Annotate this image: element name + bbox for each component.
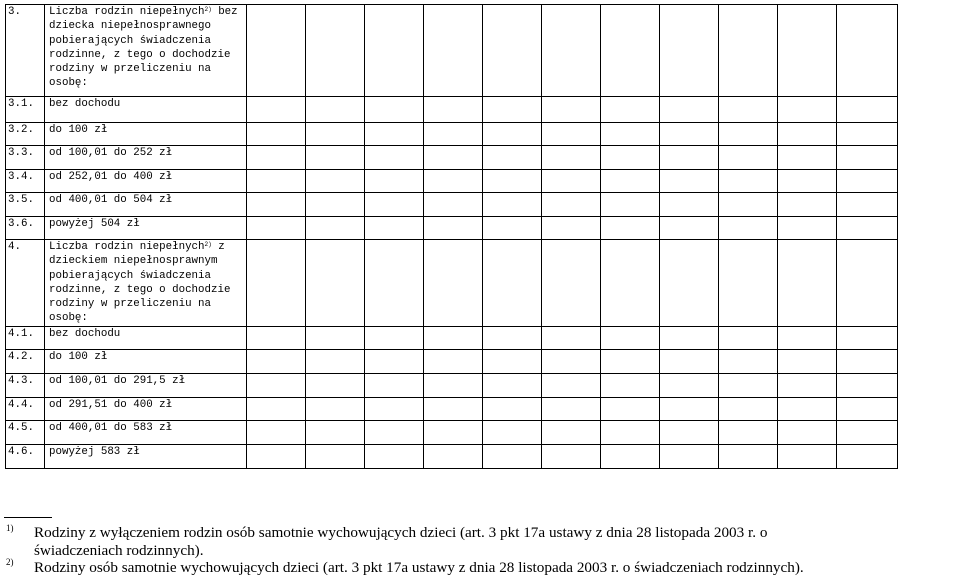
value-cell (660, 146, 719, 170)
row-number: 4.6. (8, 445, 34, 458)
value-cell (306, 326, 365, 349)
footnote-2-marker: 2) (6, 557, 14, 567)
row-label: powyżej 504 zł (49, 218, 140, 230)
row-number: 4. (8, 241, 21, 253)
value-cell (660, 326, 719, 349)
value-cell (483, 123, 542, 146)
value-cell (778, 240, 837, 327)
value-cell (365, 444, 424, 468)
value-cell (424, 170, 483, 193)
row-label-cell (45, 240, 247, 327)
value-cell (719, 240, 778, 327)
value-cell (837, 146, 898, 170)
value-cell (601, 5, 660, 97)
row-number: 3.6. (8, 218, 34, 230)
value-cell (660, 5, 719, 97)
row-label (45, 5, 246, 91)
value-cell (483, 217, 542, 240)
value-cell (542, 349, 601, 373)
row-number: 4.1. (8, 327, 34, 340)
value-cell (306, 193, 365, 217)
value-cell (601, 326, 660, 349)
value-cell (719, 373, 778, 397)
value-cell (837, 349, 898, 373)
value-cell (719, 326, 778, 349)
value-cell (542, 193, 601, 217)
value-cell (306, 5, 365, 97)
row-number: 4.3. (8, 374, 34, 387)
value-cell (365, 97, 424, 123)
value-cell (247, 97, 306, 123)
row-label-cell (45, 5, 247, 97)
row-label-cell (45, 326, 247, 349)
value-cell (837, 217, 898, 240)
value-cell (542, 373, 601, 397)
row-number-cell (6, 420, 45, 444)
row-label-cell (45, 170, 247, 193)
value-cell (660, 240, 719, 327)
value-cell (837, 5, 898, 97)
value-cell (365, 373, 424, 397)
row-label: od 400,01 do 504 zł (49, 194, 173, 206)
value-cell (778, 5, 837, 97)
value-cell (778, 326, 837, 349)
row-label: do 100 zł (49, 350, 108, 363)
value-cell (778, 373, 837, 397)
value-cell (601, 146, 660, 170)
value-cell (601, 123, 660, 146)
value-cell (837, 240, 898, 327)
row-number: 3.4. (8, 171, 34, 183)
footnote-ref: 2) (204, 6, 212, 13)
row-number-cell (6, 146, 45, 170)
value-cell (660, 373, 719, 397)
row-number-cell (6, 373, 45, 397)
value-cell (719, 193, 778, 217)
value-cell (601, 397, 660, 420)
row-label: od 100,01 do 252 zł (49, 147, 173, 159)
row-number: 3.1. (8, 98, 34, 110)
value-cell (837, 444, 898, 468)
value-cell (601, 420, 660, 444)
value-cell (837, 397, 898, 420)
value-cell (542, 97, 601, 123)
value-cell (306, 123, 365, 146)
value-cell (542, 217, 601, 240)
value-cell (719, 217, 778, 240)
row-label-cell (45, 420, 247, 444)
row-number: 4.2. (8, 350, 34, 363)
row-label (45, 240, 246, 326)
value-cell (483, 193, 542, 217)
footnote-1-line-2: świadczeniach rodzinnych). (34, 542, 204, 559)
value-cell (778, 146, 837, 170)
value-cell (306, 240, 365, 327)
row-number: 4.5. (8, 421, 34, 434)
value-cell (483, 170, 542, 193)
value-cell (306, 373, 365, 397)
value-cell (247, 326, 306, 349)
value-cell (306, 349, 365, 373)
value-cell (247, 397, 306, 420)
value-cell (365, 170, 424, 193)
value-cell (424, 5, 483, 97)
table-row (6, 123, 898, 146)
value-cell (778, 97, 837, 123)
table-row (6, 5, 898, 97)
row-number-cell (6, 326, 45, 349)
row-number-cell (6, 349, 45, 373)
footnote-1-line-1: Rodziny z wyłączeniem rodzin osób samotnie wychowujących dzieci (art. 3 pkt 17a ustawy z dnia 28 listopada 2003 r. o (34, 524, 768, 541)
row-number-cell (6, 170, 45, 193)
row-label: od 400,01 do 583 zł (49, 421, 173, 434)
value-cell (778, 217, 837, 240)
value-cell (778, 397, 837, 420)
row-label-continued: bez dziecka niepełnosprawnego pobierających świadczenia rodzinne, z tego o dochodzie rodziny w przeliczeniu na osobę: (49, 6, 238, 90)
value-cell (483, 420, 542, 444)
value-cell (601, 193, 660, 217)
row-number: 3.2. (8, 124, 34, 136)
value-cell (306, 397, 365, 420)
value-cell (542, 420, 601, 444)
value-cell (778, 349, 837, 373)
row-label-text: Liczba rodzin niepełnych (49, 6, 205, 18)
row-label-cell (45, 97, 247, 123)
row-number-cell (6, 97, 45, 123)
table-row (6, 420, 898, 444)
value-cell (424, 193, 483, 217)
value-cell (306, 170, 365, 193)
row-label-continued: z dzieckiem niepełnosprawnym pobierających świadczenia rodzinne, z tego o dochodzie rodziny w przeliczeniu na osobę: (49, 241, 231, 325)
table-row (6, 170, 898, 193)
value-cell (542, 146, 601, 170)
value-cell (247, 170, 306, 193)
value-cell (424, 397, 483, 420)
value-cell (778, 123, 837, 146)
row-number-cell (6, 5, 45, 97)
value-cell (483, 97, 542, 123)
value-cell (365, 397, 424, 420)
value-cell (483, 373, 542, 397)
value-cell (365, 123, 424, 146)
value-cell (424, 444, 483, 468)
value-cell (306, 97, 365, 123)
value-cell (247, 349, 306, 373)
row-number: 3.5. (8, 194, 34, 206)
value-cell (719, 349, 778, 373)
value-cell (306, 217, 365, 240)
value-cell (719, 397, 778, 420)
footnote-separator (4, 517, 52, 518)
row-number: 4.4. (8, 398, 34, 411)
table-row (6, 326, 898, 349)
table-row (6, 217, 898, 240)
value-cell (601, 240, 660, 327)
value-cell (306, 420, 365, 444)
value-cell (660, 444, 719, 468)
value-cell (247, 217, 306, 240)
value-cell (247, 5, 306, 97)
value-cell (837, 97, 898, 123)
value-cell (365, 349, 424, 373)
row-label-cell (45, 123, 247, 146)
value-cell (483, 146, 542, 170)
value-cell (660, 349, 719, 373)
value-cell (365, 420, 424, 444)
row-number-cell (6, 240, 45, 327)
footnote-1-marker: 1) (6, 523, 14, 533)
value-cell (424, 123, 483, 146)
value-cell (601, 170, 660, 193)
value-cell (365, 193, 424, 217)
value-cell (660, 397, 719, 420)
row-number-cell (6, 123, 45, 146)
value-cell (542, 444, 601, 468)
row-label: od 100,01 do 291,5 zł (49, 374, 186, 387)
value-cell (247, 444, 306, 468)
value-cell (660, 170, 719, 193)
value-cell (424, 217, 483, 240)
value-cell (424, 420, 483, 444)
value-cell (660, 97, 719, 123)
row-label: od 291,51 do 400 zł (49, 398, 173, 411)
row-label-cell (45, 146, 247, 170)
value-cell (778, 444, 837, 468)
value-cell (365, 326, 424, 349)
value-cell (424, 373, 483, 397)
value-cell (247, 240, 306, 327)
row-number: 3.3. (8, 147, 34, 159)
value-cell (542, 5, 601, 97)
value-cell (837, 170, 898, 193)
table-row (6, 240, 898, 327)
value-cell (365, 5, 424, 97)
table-row (6, 349, 898, 373)
value-cell (601, 97, 660, 123)
value-cell (306, 444, 365, 468)
value-cell (837, 123, 898, 146)
row-label: od 252,01 do 400 zł (49, 171, 173, 183)
value-cell (719, 5, 778, 97)
row-number: 3. (8, 6, 21, 18)
value-cell (837, 193, 898, 217)
table-row (6, 397, 898, 420)
value-cell (601, 444, 660, 468)
value-cell (778, 170, 837, 193)
value-cell (247, 373, 306, 397)
table-row (6, 373, 898, 397)
value-cell (719, 444, 778, 468)
value-cell (601, 373, 660, 397)
value-cell (719, 420, 778, 444)
value-cell (601, 349, 660, 373)
value-cell (719, 97, 778, 123)
value-cell (424, 326, 483, 349)
value-cell (483, 397, 542, 420)
value-cell (306, 146, 365, 170)
row-label: bez dochodu (49, 327, 121, 340)
row-label-cell (45, 373, 247, 397)
value-cell (837, 326, 898, 349)
value-cell (660, 123, 719, 146)
value-cell (483, 444, 542, 468)
value-cell (483, 5, 542, 97)
value-cell (542, 397, 601, 420)
value-cell (365, 217, 424, 240)
value-cell (660, 193, 719, 217)
value-cell (247, 123, 306, 146)
row-label-text: Liczba rodzin niepełnych (49, 241, 205, 253)
table-row (6, 444, 898, 468)
row-label-cell (45, 217, 247, 240)
report-table (5, 4, 898, 469)
value-cell (365, 146, 424, 170)
value-cell (247, 420, 306, 444)
value-cell (483, 240, 542, 327)
row-label: bez dochodu (49, 98, 121, 110)
footnote-2-text: Rodziny osób samotnie wychowujących dzieci (art. 3 pkt 17a ustawy z dnia 28 listopada 2003 r. o świadczeniach rodzinnych). (34, 559, 804, 576)
value-cell (601, 217, 660, 240)
value-cell (778, 193, 837, 217)
row-label: do 100 zł (49, 124, 108, 136)
value-cell (719, 146, 778, 170)
row-number-cell (6, 444, 45, 468)
row-label: powyżej 583 zł (49, 445, 140, 458)
value-cell (719, 170, 778, 193)
row-label-cell (45, 349, 247, 373)
table-row (6, 97, 898, 123)
value-cell (660, 420, 719, 444)
row-number-cell (6, 397, 45, 420)
value-cell (247, 146, 306, 170)
value-cell (483, 349, 542, 373)
value-cell (542, 240, 601, 327)
value-cell (837, 373, 898, 397)
table-row (6, 146, 898, 170)
value-cell (778, 420, 837, 444)
value-cell (424, 240, 483, 327)
value-cell (247, 193, 306, 217)
value-cell (660, 217, 719, 240)
table-row (6, 193, 898, 217)
row-number-cell (6, 193, 45, 217)
row-number-cell (6, 217, 45, 240)
row-label-cell (45, 444, 247, 468)
value-cell (542, 123, 601, 146)
value-cell (542, 170, 601, 193)
row-label-cell (45, 397, 247, 420)
value-cell (424, 97, 483, 123)
row-label-cell (45, 193, 247, 217)
value-cell (424, 146, 483, 170)
value-cell (542, 326, 601, 349)
value-cell (719, 123, 778, 146)
value-cell (483, 326, 542, 349)
value-cell (365, 240, 424, 327)
footnote-ref: 2) (204, 241, 212, 248)
value-cell (424, 349, 483, 373)
value-cell (837, 420, 898, 444)
